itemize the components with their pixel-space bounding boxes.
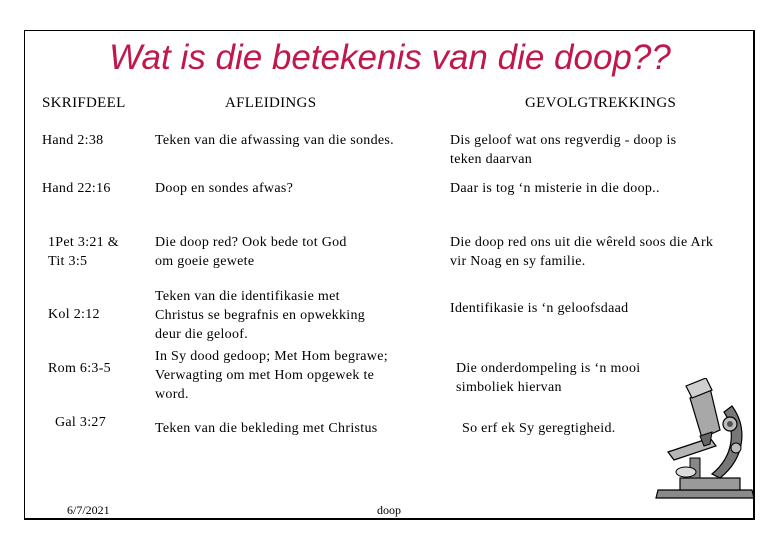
ref-line: Tit 3:5 <box>48 254 88 269</box>
derivation-line: Christus se begrafnis en opwekking <box>155 308 366 323</box>
conclusion-line: Die onderdompeling is ‘n mooi <box>456 361 641 376</box>
conclusion-line: vir Noag en sy familie. <box>450 254 586 269</box>
derivation-line: Teken van die bekleding met Christus <box>155 421 378 436</box>
ref-line: 1Pet 3:21 & <box>48 235 119 250</box>
derivation-line: deur die geloof. <box>155 327 249 342</box>
slide-title: Wat is die betekenis van die doop?? <box>109 38 671 77</box>
conclusion-line: Daar is tog ‘n misterie in die doop.. <box>450 181 660 196</box>
ref-gal-3-27: Gal 3:27 <box>55 415 107 430</box>
conclusion-line: Identifikasie is ‘n geloofsdaad <box>450 301 629 316</box>
conclusion-line: teken daarvan <box>450 152 533 167</box>
header-afleidings: AFLEIDINGS <box>225 95 317 111</box>
conclusion-line: Die doop red ons uit die wêreld soos die Ark <box>450 235 714 250</box>
conclusion-line: So erf ek Sy geregtigheid. <box>462 421 616 436</box>
footer-date: 6/7/2021 <box>67 503 110 517</box>
derivation-line: In Sy dood gedoop; Met Hom begrawe; <box>155 349 388 364</box>
ref-hand-22-16: Hand 22:16 <box>42 181 111 196</box>
ref-hand-2-38: Hand 2:38 <box>42 133 104 148</box>
conclusion-line: Dis geloof wat ons regverdig - doop is <box>450 133 677 148</box>
derivation-line: Doop en sondes afwas? <box>155 181 294 196</box>
derivation-line: Teken van die afwassing van die sondes. <box>155 133 394 148</box>
conclusion-line: simboliek hiervan <box>456 380 562 395</box>
microscope-icon <box>650 378 760 500</box>
derivation-line: om goeie gewete <box>155 254 255 269</box>
derivation-line: Die doop red? Ook bede tot God <box>155 235 347 250</box>
derivation-line: Teken van die identifikasie met <box>155 289 340 304</box>
header-gevolgtrekkings: GEVOLGTREKKINGS <box>525 95 677 111</box>
ref-kol-2-12: Kol 2:12 <box>48 307 100 322</box>
derivation-line: Verwagting om met Hom opgewek te <box>155 368 375 383</box>
ref-rom-6-3-5: Rom 6:3-5 <box>48 361 111 376</box>
header-skrifdeel: SKRIFDEEL <box>42 95 126 111</box>
footer-label: doop <box>377 503 401 517</box>
derivation-line: word. <box>155 387 189 402</box>
